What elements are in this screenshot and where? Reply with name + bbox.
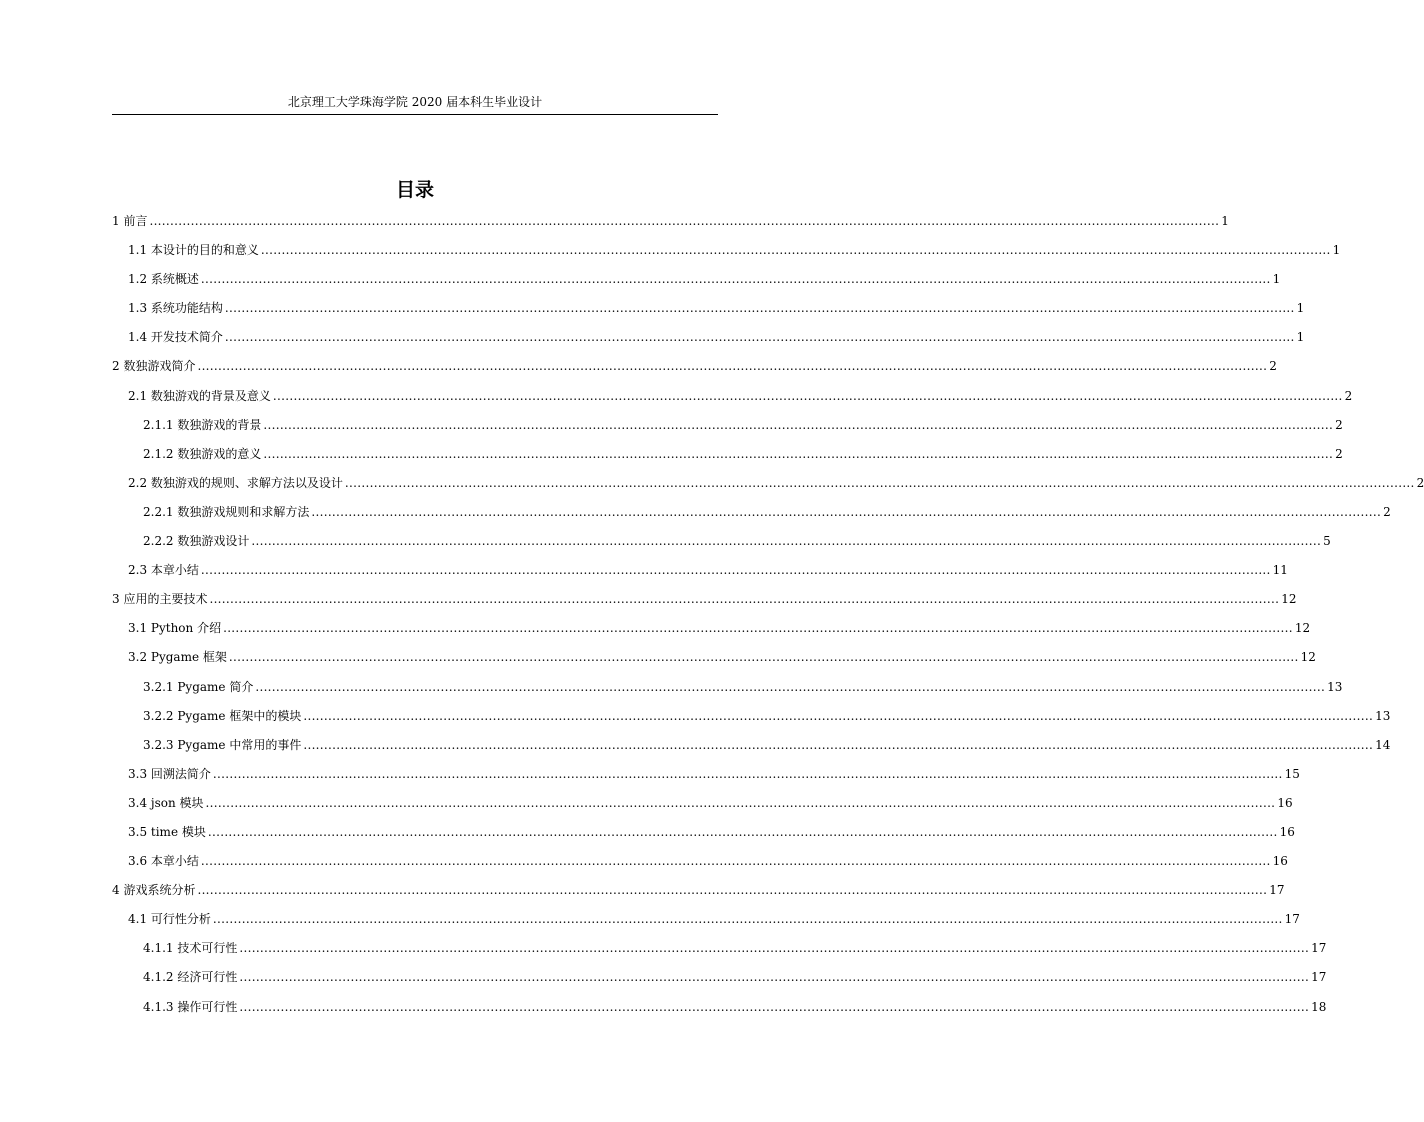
toc-entry[interactable] xyxy=(112,473,1424,502)
toc-entry-label: 3.2.3 Pygame 中常用的事件 xyxy=(143,737,302,752)
toc-entry[interactable] xyxy=(112,386,1353,415)
toc-entry[interactable] xyxy=(112,677,1343,706)
toc-entry-label: 2 数独游戏简介 xyxy=(112,359,196,374)
toc-entry-page-number: 2 xyxy=(1383,504,1391,519)
toc-entry-label: 3.6 本章小结 xyxy=(128,854,199,869)
toc-entry-page-number: 17 xyxy=(1269,883,1285,898)
toc-entry-label: 4 游戏系统分析 xyxy=(112,883,196,898)
toc-entry[interactable] xyxy=(112,415,1343,444)
toc-entry[interactable] xyxy=(112,793,1293,822)
toc-dot-leader: .................................................................................................................................................................................................................................................................... xyxy=(200,563,1271,578)
toc-dot-leader: .................................................................................................................................................................................................................................................................... xyxy=(224,330,1295,345)
toc-entry-label: 3.4 json 模块 xyxy=(128,795,204,810)
toc-dot-leader: .................................................................................................................................................................................................................................................................... xyxy=(303,708,1374,723)
toc-entry[interactable] xyxy=(112,764,1300,793)
toc-entry-label: 2.2.1 数独游戏规则和求解方法 xyxy=(143,504,310,519)
toc-entry[interactable] xyxy=(112,269,1281,298)
table-of-contents xyxy=(112,211,1424,1026)
toc-dot-leader: .................................................................................................................................................................................................................................................................... xyxy=(223,621,1293,636)
toc-entry[interactable] xyxy=(112,618,1311,647)
toc-entry-page-number: 13 xyxy=(1375,708,1391,723)
toc-dot-leader: .................................................................................................................................................................................................................................................................... xyxy=(255,679,1326,694)
toc-entry-label: 3.1 Python 介绍 xyxy=(128,621,222,636)
toc-dot-leader: .................................................................................................................................................................................................................................................................... xyxy=(239,970,1310,985)
toc-entry[interactable] xyxy=(112,444,1343,473)
toc-entry[interactable] xyxy=(112,938,1327,967)
toc-entry[interactable] xyxy=(112,851,1288,880)
toc-entry-label: 1.1 本设计的目的和意义 xyxy=(128,243,259,258)
toc-entry-label: 3.2 Pygame 框架 xyxy=(128,650,227,665)
toc-entry-page-number: 2 xyxy=(1344,388,1353,403)
toc-entry-page-number: 15 xyxy=(1284,766,1300,781)
toc-entry-page-number: 18 xyxy=(1311,999,1327,1014)
toc-entry-label: 1.3 系统功能结构 xyxy=(128,301,223,316)
toc-entry-label: 2.1.2 数独游戏的意义 xyxy=(143,446,262,461)
toc-entry-label: 4.1 可行性分析 xyxy=(128,912,211,927)
toc-entry[interactable] xyxy=(112,211,1229,240)
toc-entry[interactable] xyxy=(112,647,1316,676)
toc-entry[interactable] xyxy=(112,531,1331,560)
toc-dot-leader: .................................................................................................................................................................................................................................................................... xyxy=(344,475,1415,490)
toc-entry-page-number: 17 xyxy=(1311,941,1327,956)
toc-dot-leader: .................................................................................................................................................................................................................................................................... xyxy=(260,243,1331,258)
toc-entry-label: 4.1.1 技术可行性 xyxy=(143,941,238,956)
running-header: 北京理工大学珠海学院 2020 届本科生毕业设计 xyxy=(287,95,543,109)
toc-entry-page-number: 16 xyxy=(1279,824,1295,839)
toc-entry-label: 3.3 回溯法简介 xyxy=(128,766,211,781)
toc-entry-label: 4.1.3 操作可行性 xyxy=(143,999,238,1014)
toc-entry[interactable] xyxy=(112,909,1300,938)
toc-entry-page-number: 12 xyxy=(1281,592,1297,607)
toc-entry-page-number: 14 xyxy=(1375,737,1391,752)
toc-dot-leader: .................................................................................................................................................................................................................................................................... xyxy=(149,214,1220,228)
toc-entry-label: 2.2.2 数独游戏设计 xyxy=(143,534,250,549)
toc-dot-leader: .................................................................................................................................................................................................................................................................... xyxy=(272,388,1343,403)
toc-entry-label: 1 前言 xyxy=(112,214,148,228)
toc-entry-page-number: 11 xyxy=(1272,563,1288,578)
toc-dot-leader: .................................................................................................................................................................................................................................................................... xyxy=(197,883,1268,898)
toc-entry-label: 3 应用的主要技术 xyxy=(112,592,208,607)
toc-entry-page-number: 1 xyxy=(1272,272,1281,287)
toc-entry-label: 3.5 time 模块 xyxy=(128,824,206,839)
toc-dot-leader: .................................................................................................................................................................................................................................................................... xyxy=(207,824,1278,839)
toc-entry-label: 3.2.2 Pygame 框架中的模块 xyxy=(143,708,302,723)
toc-dot-leader: .................................................................................................................................................................................................................................................................... xyxy=(251,534,1322,549)
toc-entry-label: 2.3 本章小结 xyxy=(128,563,199,578)
toc-entry[interactable] xyxy=(112,589,1297,618)
toc-entry-label: 2.1 数独游戏的背景及意义 xyxy=(128,388,271,403)
toc-dot-leader: .................................................................................................................................................................................................................................................................... xyxy=(212,766,1283,781)
toc-entry[interactable] xyxy=(112,706,1391,735)
toc-entry[interactable] xyxy=(112,327,1305,356)
toc-entry-page-number: 5 xyxy=(1323,534,1331,549)
toc-entry-label: 2.2 数独游戏的规则、求解方法以及设计 xyxy=(128,475,343,490)
toc-dot-leader: .................................................................................................................................................................................................................................................................... xyxy=(209,592,1280,607)
toc-entry-page-number: 2 xyxy=(1269,359,1277,374)
toc-entry-label: 1.2 系统概述 xyxy=(128,272,199,287)
toc-entry-label: 3.2.1 Pygame 简介 xyxy=(143,679,254,694)
toc-entry[interactable] xyxy=(112,735,1391,764)
toc-dot-leader: .................................................................................................................................................................................................................................................................... xyxy=(263,446,1334,461)
toc-entry-page-number: 2 xyxy=(1335,417,1343,432)
toc-entry-page-number: 13 xyxy=(1327,679,1343,694)
toc-entry-page-number: 17 xyxy=(1284,912,1300,927)
toc-entry[interactable] xyxy=(112,298,1305,327)
toc-entry-page-number: 1 xyxy=(1332,243,1341,258)
toc-entry-page-number: 17 xyxy=(1311,970,1327,985)
toc-entry-label: 1.4 开发技术简介 xyxy=(128,330,223,345)
toc-entry-page-number: 1 xyxy=(1221,214,1229,228)
toc-entry-page-number: 2 xyxy=(1335,446,1343,461)
toc-entry-page-number: 12 xyxy=(1294,621,1311,636)
toc-entry[interactable] xyxy=(112,240,1341,269)
toc-entry[interactable] xyxy=(112,997,1327,1026)
toc-entry[interactable] xyxy=(112,502,1391,531)
toc-entry-page-number: 12 xyxy=(1300,650,1316,665)
toc-dot-leader: .................................................................................................................................................................................................................................................................... xyxy=(263,417,1334,432)
toc-dot-leader: .................................................................................................................................................................................................................................................................... xyxy=(303,737,1374,752)
toc-dot-leader: .................................................................................................................................................................................................................................................................... xyxy=(200,272,1271,287)
toc-dot-leader: .................................................................................................................................................................................................................................................................... xyxy=(239,941,1310,956)
toc-entry-page-number: 16 xyxy=(1277,795,1293,810)
toc-dot-leader: .................................................................................................................................................................................................................................................................... xyxy=(197,359,1268,374)
toc-entry-page-number: 16 xyxy=(1272,854,1288,869)
toc-dot-leader: .................................................................................................................................................................................................................................................................... xyxy=(239,999,1310,1014)
toc-entry-page-number: 2 xyxy=(1416,475,1424,490)
toc-dot-leader: .................................................................................................................................................................................................................................................................... xyxy=(200,854,1271,869)
toc-dot-leader: .................................................................................................................................................................................................................................................................... xyxy=(212,912,1283,927)
toc-entry[interactable] xyxy=(112,356,1277,385)
toc-dot-leader: .................................................................................................................................................................................................................................................................... xyxy=(224,301,1295,316)
toc-dot-leader: .................................................................................................................................................................................................................................................................... xyxy=(228,650,1299,665)
toc-entry[interactable] xyxy=(112,560,1288,589)
toc-entry[interactable] xyxy=(112,967,1327,996)
header-rule xyxy=(112,114,718,115)
toc-entry[interactable] xyxy=(112,880,1285,909)
toc-entry[interactable] xyxy=(112,822,1295,851)
toc-entry-page-number: 1 xyxy=(1296,301,1305,316)
toc-dot-leader: .................................................................................................................................................................................................................................................................... xyxy=(205,795,1276,810)
toc-entry-label: 2.1.1 数独游戏的背景 xyxy=(143,417,262,432)
toc-dot-leader: .................................................................................................................................................................................................................................................................... xyxy=(311,504,1382,519)
toc-entry-page-number: 1 xyxy=(1296,330,1305,345)
toc-entry-label: 4.1.2 经济可行性 xyxy=(143,970,238,985)
toc-title: 目录 xyxy=(395,179,434,201)
